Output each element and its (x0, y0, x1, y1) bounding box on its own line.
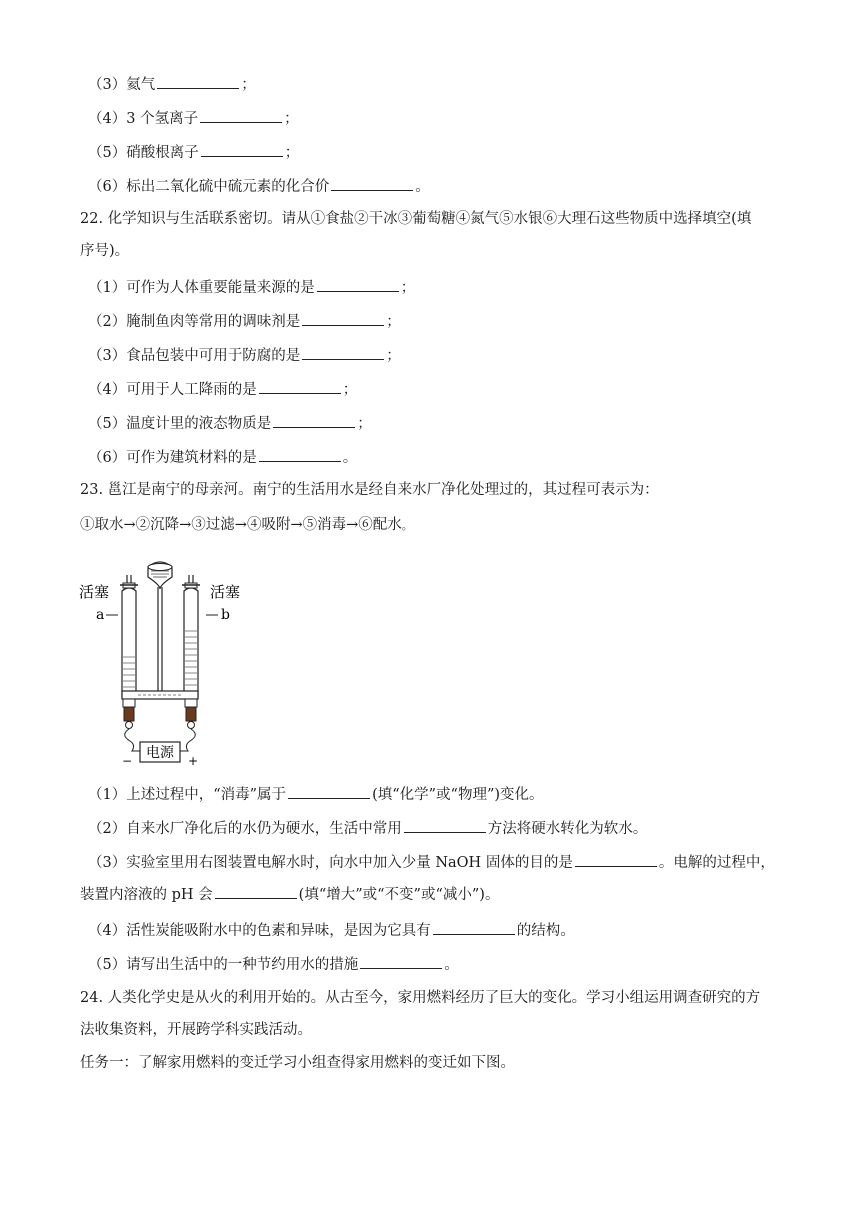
q22-item-1: （1）可作为人体重要能量来源的是 ； (88, 277, 415, 298)
q21-item-5: （5）硝酸根离子 ； (88, 142, 299, 163)
answer-blank[interactable] (404, 818, 486, 833)
answer-blank[interactable] (157, 74, 239, 89)
negative-terminal-label: − (122, 754, 133, 767)
q23-item-2: （2）自来水厂净化后的水仍为硬水，生活中常用 方法将硬水转化为软水。 (88, 818, 647, 839)
q22-stem: 22. 化学知识与生活联系密切。请从①食盐②干冰③葡萄糖④氮气⑤水银⑥大理石这些物质中选择填空(填 (80, 211, 752, 227)
answer-blank[interactable] (302, 345, 384, 360)
answer-blank[interactable] (360, 954, 442, 969)
q23-item-4: （4）活性炭能吸附水中的色素和异味，是因为它具有 的结构。 (88, 920, 575, 941)
q22-item-5: （5）温度计里的液态物质是 ； (88, 413, 372, 434)
answer-blank[interactable] (331, 176, 413, 191)
q21-item-3: （3）氦气 ； (88, 74, 256, 95)
q21-item-6: （6）标出二氧化硫中硫元素的化合价 。 (88, 176, 430, 197)
tube-label-b: b (221, 607, 230, 623)
q21-item-4: （4）3 个氢离子 ； (88, 108, 299, 129)
positive-terminal-label: + (188, 754, 199, 767)
q22-item-4: （4）可用于人工降雨的是 ； (88, 379, 357, 400)
answer-blank[interactable] (317, 277, 399, 292)
answer-blank[interactable] (433, 920, 515, 935)
q22-stem-cont: 序号)。 (80, 243, 130, 259)
answer-blank[interactable] (288, 784, 370, 799)
q22-item-3: （3）食品包装中可用于防腐的是 ； (88, 345, 401, 366)
q23-process: ①取水→②沉降→③过滤→④吸附→⑤消毒→⑥配水。 (80, 517, 413, 533)
electrolysis-apparatus-diagram (76, 555, 256, 767)
tube-label-a: a (96, 607, 105, 623)
answer-blank[interactable] (302, 311, 384, 326)
power-source-label: 电源 (146, 745, 174, 761)
stopcock-label-left: 活塞 (79, 583, 110, 601)
q23-stem: 23. 邕江是南宁的母亲河。南宁的生活用水是经自来水厂净化处理过的，其过程可表示为： (80, 482, 659, 498)
answer-blank[interactable] (259, 447, 341, 462)
answer-blank[interactable] (200, 108, 282, 123)
answer-blank[interactable] (201, 142, 283, 157)
q24-stem-cont: 法收集资料，开展跨学科实践活动。 (80, 1022, 312, 1038)
answer-blank[interactable] (273, 413, 355, 428)
q22-item-6: （6）可作为建筑材料的是 。 (88, 447, 357, 468)
q23-item-1: （1）上述过程中，“消毒”属于 (填“化学”或“物理”)变化。 (88, 784, 544, 805)
answer-blank[interactable] (575, 852, 657, 867)
q24-stem: 24. 人类化学史是从火的利用开始的。从古至今，家用燃料经历了巨大的变化。学习小组运用调查研究的方 (80, 990, 761, 1006)
q24-task1: 任务一：了解家用燃料的变迁学习小组查得家用燃料的变迁如下图。 (80, 1055, 515, 1071)
answer-blank[interactable] (215, 884, 297, 899)
stopcock-label-right: 活塞 (210, 583, 241, 601)
answer-blank[interactable] (259, 379, 341, 394)
q23-item-3-cont: 装置内溶液的 pH 会 (填“增大”或“不变”或“减小”)。 (80, 884, 499, 905)
q22-item-2: （2）腌制鱼肉等常用的调味剂是 ； (88, 311, 401, 332)
q23-item-5: （5）请写出生活中的一种节约用水的措施 。 (88, 954, 459, 975)
q23-item-3: （3）实验室里用右图装置电解水时，向水中加入少量 NaOH 固体的目的是 。电解的过程中， (88, 852, 775, 873)
